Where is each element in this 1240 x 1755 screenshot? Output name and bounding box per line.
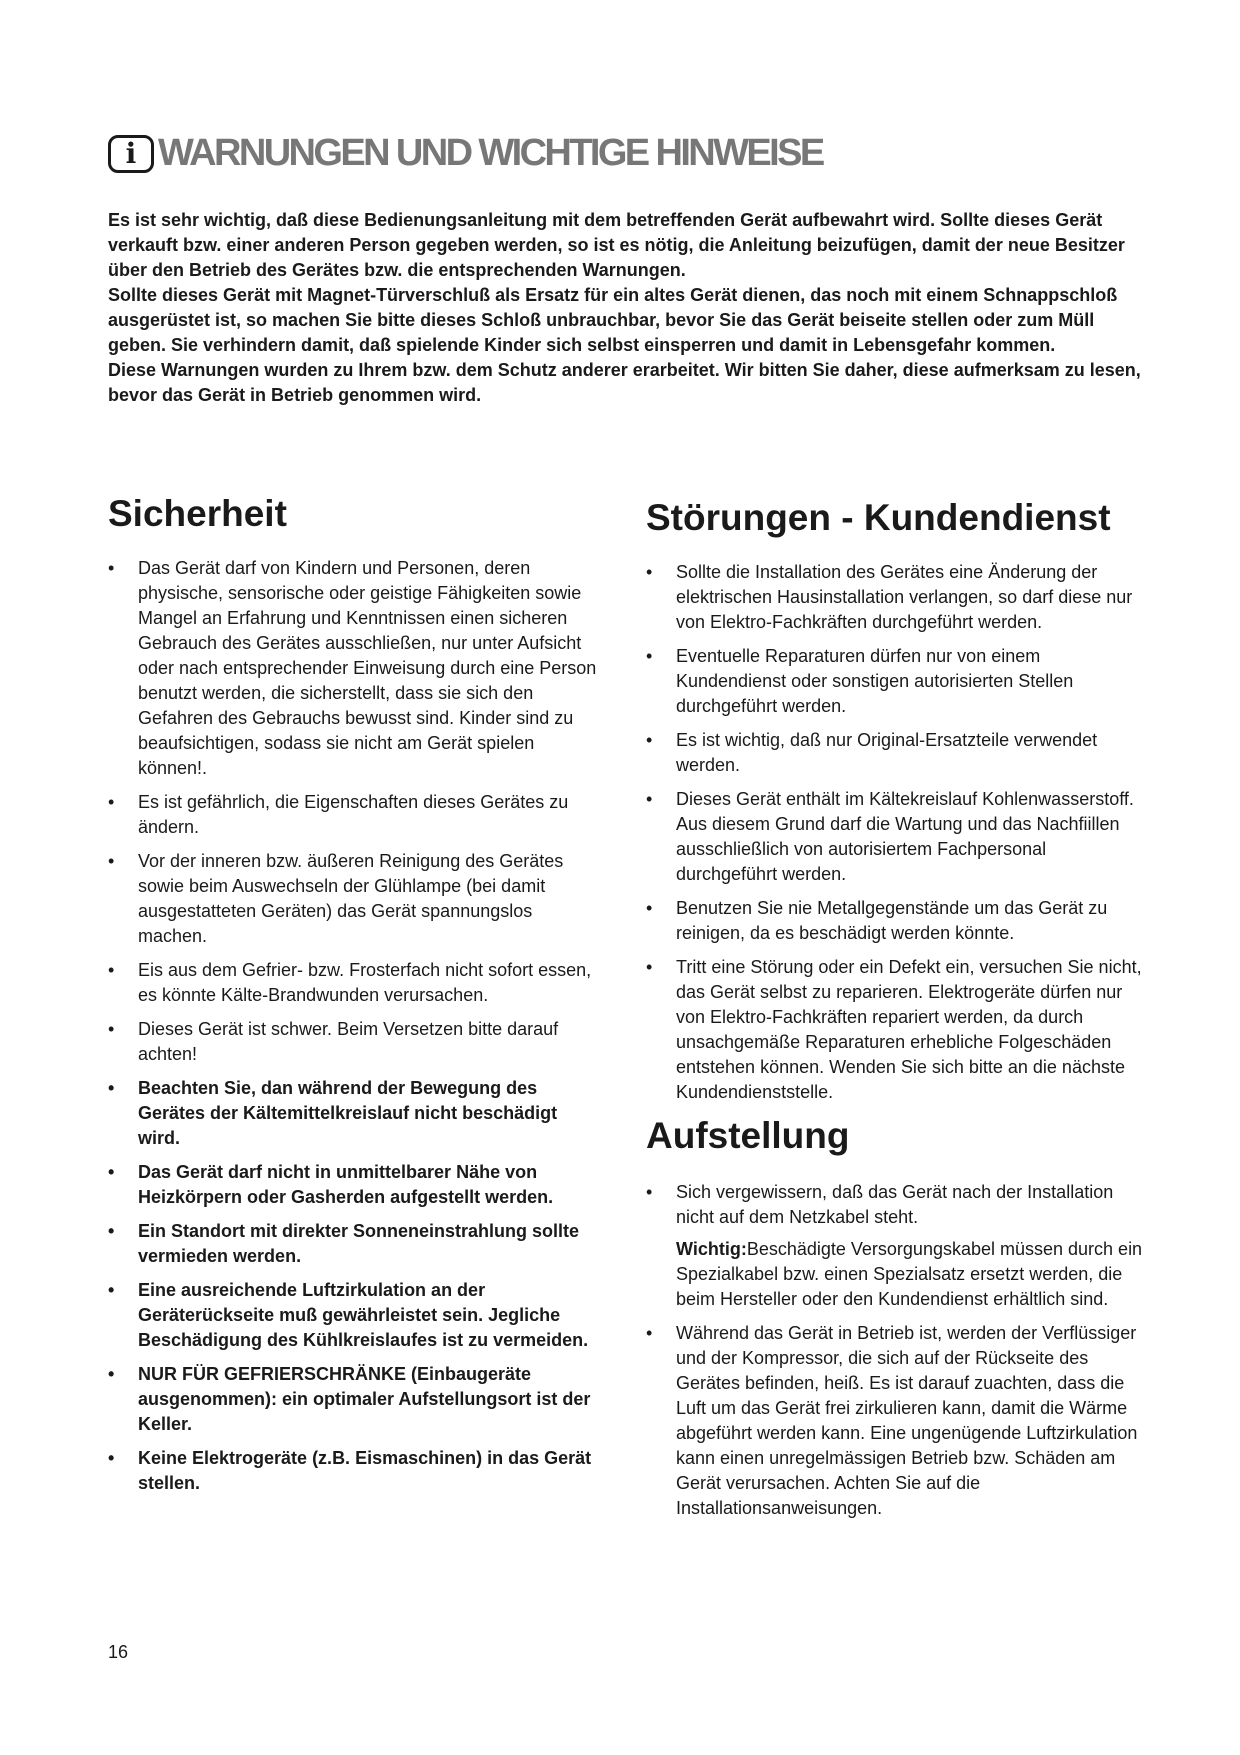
aufstellung-list [646, 1180, 1146, 1230]
page-title: WARNUNGEN UND WICHTIGE HINWEISE [158, 132, 823, 174]
list-item: • Benutzen Sie nie Metallgegenstände um das Gerät zu reinigen, da es beschädigt werden könnte. [646, 896, 1146, 946]
note-label: Wichtig: [676, 1239, 747, 1259]
list-item: • Das Gerät darf nicht in unmittelbarer Nähe von Heizkörpern oder Gasherden aufgestellt werden. [108, 1160, 598, 1210]
list-item: • Eine ausreichende Luftzirkulation an der Geräterückseite muß gewährleistet sein. Jegliche Beschädigung des Kühlkreislaufes ist zu vermeiden. [108, 1278, 598, 1353]
section-title-aufstellung: Aufstellung [646, 1115, 850, 1156]
stoerungen-list [646, 560, 1146, 1105]
aufstellung-list-2 [646, 1321, 1146, 1521]
list-item: • Eis aus dem Gefrier- bzw. Frosterfach nicht sofort essen, es könnte Kälte-Brandwunden verursachen. [108, 958, 598, 1008]
intro-block [108, 208, 1148, 408]
section-title-sicherheit: Sicherheit [108, 493, 287, 534]
list-item: • Dieses Gerät enthält im Kältekreislauf Kohlenwasserstoff. Aus diesem Grund darf die Wartung und das Nachfiillen ausschließlich von autorisiertem Fachpersonal durchgeführt werden. [646, 787, 1146, 887]
list-item: • Eventuelle Reparaturen dürfen nur von einem Kundendienst oder sonstigen autorisierten Stellen durchgeführt werden. [646, 644, 1146, 719]
list-item: • Während das Gerät in Betrieb ist, werden der Verflüssiger und der Kompressor, die sich auf der Rückseite des Gerätes befinden, heiß. Es ist darauf zuachten, dass die Luft um das Gerät frei zirkulieren kann, damit die Wärme abgeführt werden kann. Eine ungenügende Luftzirkulation kann einen unregelmässigen Betrieb bzw. Schäden am Gerät verursachen. Achten Sie auf die Installationsanweisungen. [646, 1321, 1146, 1521]
left-column [108, 492, 598, 1505]
note-text: Beschädigte Versorgungskabel müssen durch ein Spezialkabel bzw. einen Spezialsatz ersetzt werden, die beim Hersteller oder den Kundendienst erhältlich sind. [676, 1239, 1143, 1309]
list-item: • Dieses Gerät ist schwer. Beim Versetzen bitte darauf achten! [108, 1017, 598, 1067]
intro-paragraph-1: Es ist sehr wichtig, daß diese Bedienungsanleitung mit dem betreffenden Gerät aufbewahrt wird. Sollte dieses Gerät verkauft bzw. einer anderen Person gegeben werden, so ist es nötig, die Anleitung beizufügen, damit der neue Besitzer über den Betrieb des Gerätes bzw. die entsprechenden Warnungen. [108, 210, 1125, 280]
list-item: • Es ist gefährlich, die Eigenschaften dieses Gerätes zu ändern. [108, 790, 598, 840]
list-item: • Tritt eine Störung oder ein Defekt ein, versuchen Sie nicht, das Gerät selbst zu reparieren. Elektrogeräte dürfen nur von Elektro-Fachkräften repariert werden, da durch unsachgemäße Reparaturen erhebliche Folgeschäden entstehen können. Wenden Sie sich bitte an die nächste Kundendienststelle. [646, 955, 1146, 1105]
list-item: • Sollte die Installation des Gerätes eine Änderung der elektrischen Hausinstallation verlangen, so darf diese nur von Elektro-Fachkräften durchgeführt werden. [646, 560, 1146, 635]
important-note [646, 1237, 1146, 1312]
list-item: • Vor der inneren bzw. äußeren Reinigung des Gerätes sowie beim Auswechseln der Glühlampe (bei damit ausgestatteten Geräten) das Gerät spannungslos machen. [108, 849, 598, 949]
list-item: • Keine Elektrogeräte (z.B. Eismaschinen) in das Gerät stellen. [108, 1446, 598, 1496]
list-item: • Sich vergewissern, daß das Gerät nach der Installation nicht auf dem Netzkabel steht. [646, 1180, 1146, 1230]
info-icon: i [108, 135, 154, 173]
list-item: • NUR FÜR GEFRIERSCHRÄNKE (Einbaugeräte ausgenommen): ein optimaler Aufstellungsort ist der Keller. [108, 1362, 598, 1437]
list-item: • Ein Standort mit direkter Sonneneinstrahlung sollte vermieden werden. [108, 1219, 598, 1269]
page-header [108, 132, 823, 175]
list-item: • Es ist wichtig, daß nur Original-Ersatzteile verwendet werden. [646, 728, 1146, 778]
page-number: 16 [108, 1642, 129, 1662]
sicherheit-list [108, 556, 598, 1496]
list-item: • Beachten Sie, dan während der Bewegung des Gerätes der Kältemittelkreislauf nicht beschädigt wird. [108, 1076, 598, 1151]
intro-paragraph-2: Sollte dieses Gerät mit Magnet-Türverschluß als Ersatz für ein altes Gerät dienen, das noch mit einem Schnappschloß ausgerüstet ist, so machen Sie bitte dieses Schloß unbrauchbar, bevor Sie das Gerät beiseite stellen oder zum Müll geben. Sie verhindern damit, daß spielende Kinder sich selbst einsperren und damit in Lebensgefahr kommen. [108, 285, 1118, 355]
right-column [646, 496, 1146, 1530]
list-item: • Das Gerät darf von Kindern und Personen, deren physische, sensorische oder geistige Fähigkeiten sowie Mangel an Erfahrung und Kenntnissen einen sicheren Gebrauch des Gerätes ausschließen, nur unter Aufsicht oder nach entsprechender Einweisung durch eine Person benutzt werden, die sicherstellt, dass sie sich den Gefahren des Gebrauchs bewusst sind. Kinder sind zu beaufsichtigen, sodass sie nicht am Gerät spielen können!. [108, 556, 598, 781]
intro-paragraph-3: Diese Warnungen wurden zu Ihrem bzw. dem Schutz anderer erarbeitet. Wir bitten Sie daher, diese aufmerksam zu lesen, bevor das Gerät in Betrieb genommen wird. [108, 360, 1141, 405]
section-title-stoerungen: Störungen - Kundendienst [646, 497, 1111, 538]
